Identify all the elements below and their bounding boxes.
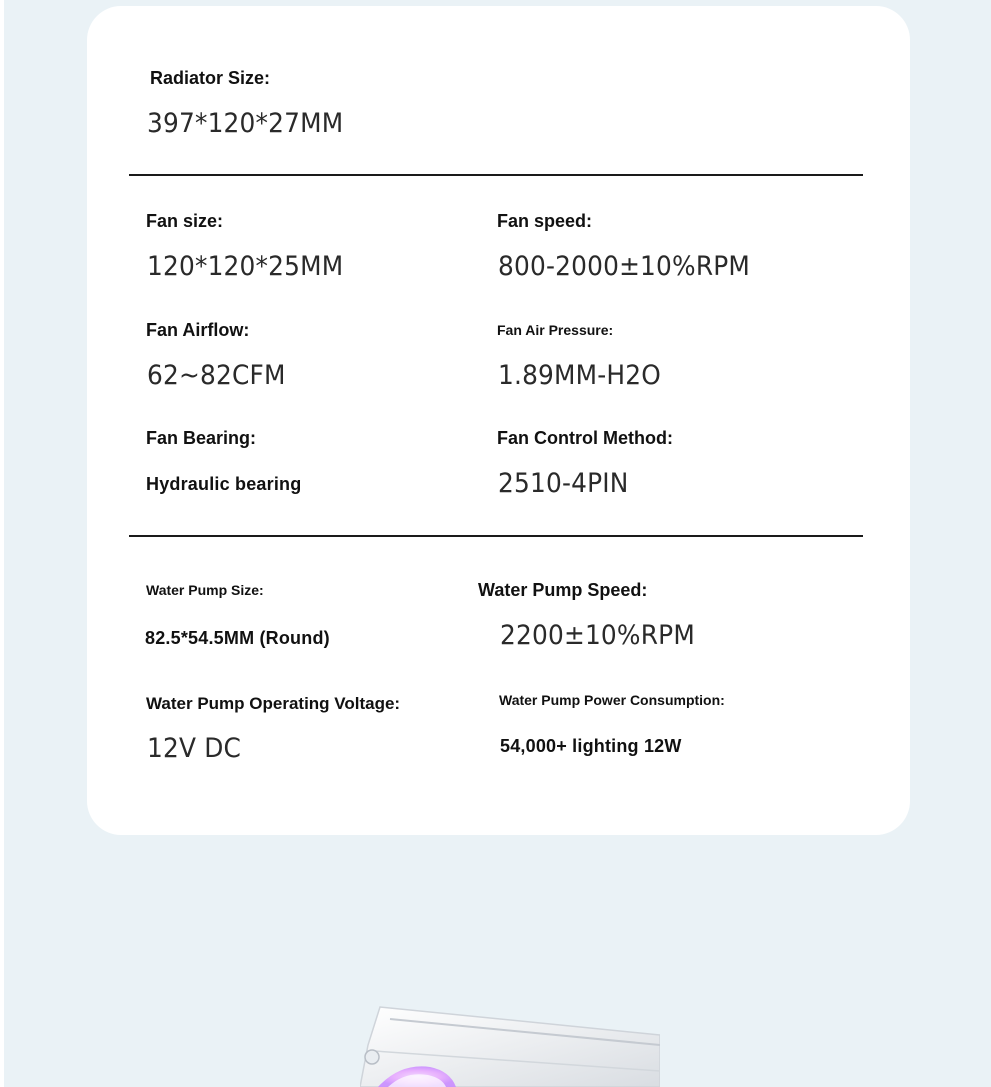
water-pump-speed-value: 2200±10%RPM <box>500 620 695 651</box>
water-pump-speed-label: Water Pump Speed: <box>478 580 648 600</box>
section-divider-2 <box>129 535 863 537</box>
fan-speed-value: 800-2000±10%RPM <box>498 251 751 282</box>
cooler-product-image <box>360 1005 660 1087</box>
fan-bearing-value: Hydraulic bearing <box>146 474 302 494</box>
water-pump-size-label: Water Pump Size: <box>146 582 264 598</box>
fan-speed-label: Fan speed: <box>497 211 593 231</box>
fan-control-method-value: 2510-4PIN <box>498 468 629 499</box>
fan-bearing-label: Fan Bearing: <box>146 428 257 448</box>
fan-airflow-label: Fan Airflow: <box>146 320 250 340</box>
fan-control-method-label: Fan Control Method: <box>497 428 673 448</box>
fan-air-pressure-value: 1.89MM-H2O <box>498 360 662 391</box>
water-pump-power-label: Water Pump Power Consumption: <box>499 692 725 708</box>
radiator-size-value: 397*120*27MM <box>147 108 344 139</box>
fan-airflow-value: 62~82CFM <box>147 360 286 391</box>
fan-size-label: Fan size: <box>146 211 224 231</box>
water-pump-voltage-label: Water Pump Operating Voltage: <box>146 694 401 713</box>
water-pump-voltage-value: 12V DC <box>147 733 242 764</box>
water-pump-power-value: 54,000+ lighting 12W <box>500 736 682 756</box>
fan-air-pressure-label: Fan Air Pressure: <box>497 322 614 338</box>
fan-size-value: 120*120*25MM <box>147 251 344 282</box>
radiator-size-label: Radiator Size: <box>150 68 271 88</box>
water-pump-size-value: 82.5*54.5MM (Round) <box>145 628 330 648</box>
section-divider-1 <box>129 174 863 176</box>
left-edge-strip <box>0 0 4 1087</box>
